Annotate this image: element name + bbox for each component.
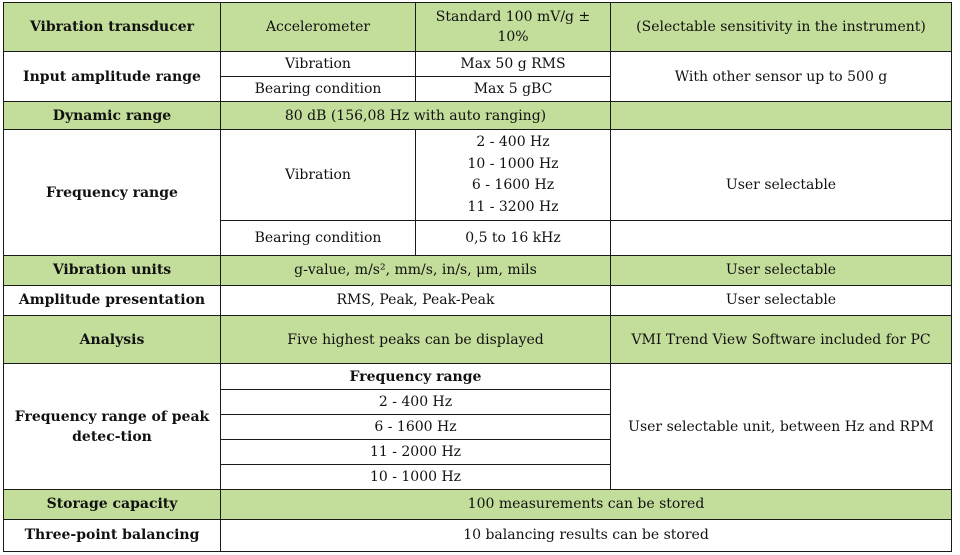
frequency-range-vibration-values xyxy=(416,130,611,221)
input-amplitude-vibration-label: Vibration xyxy=(221,52,416,76)
peak-detection-header: Frequency range xyxy=(221,364,611,390)
frequency-range-value: 11 - 3200 Hz xyxy=(467,198,559,215)
transducer-spec: Standard 100 mV/g ± 10% xyxy=(416,3,611,52)
row-three-point-balancing xyxy=(4,519,952,551)
input-amplitude-bearing-value: Max 5 gBC xyxy=(416,76,611,101)
analysis-label: Analysis xyxy=(4,315,221,363)
dynamic-range-label: Dynamic range xyxy=(4,101,221,129)
input-amplitude-vibration-value: Max 50 g RMS xyxy=(416,52,611,76)
vibration-units-value: g-value, m/s², mm/s, in/s, μm, mils xyxy=(221,256,611,285)
peak-detection-note: User selectable unit, between Hz and RPM xyxy=(611,364,952,490)
balancing-value: 10 balancing results can be stored xyxy=(221,519,952,551)
balancing-label: Three-point balancing xyxy=(4,519,221,551)
peak-detection-value: 11 - 2000 Hz xyxy=(221,439,611,464)
frequency-range-bearing-label: Bearing condition xyxy=(221,220,416,255)
peak-detection-value: 10 - 1000 Hz xyxy=(221,465,611,490)
input-amplitude-note: With other sensor up to 500 g xyxy=(611,52,952,101)
frequency-range-bearing-value: 0,5 to 16 kHz xyxy=(416,220,611,255)
row-peak-detection xyxy=(4,364,952,390)
frequency-range-vibration-label: Vibration xyxy=(221,130,416,221)
row-frequency-range xyxy=(4,130,952,221)
row-vibration-units xyxy=(4,256,952,285)
amplitude-presentation-note: User selectable xyxy=(611,285,952,315)
vibration-units-note: User selectable xyxy=(611,256,952,285)
dynamic-range-value: 80 dB (156,08 Hz with auto ranging) xyxy=(221,101,611,129)
transducer-label: Vibration transducer xyxy=(4,3,221,52)
frequency-range-value: 6 - 1600 Hz xyxy=(471,177,555,194)
row-input-amplitude xyxy=(4,52,952,76)
storage-label: Storage capacity xyxy=(4,490,221,519)
amplitude-presentation-label: Amplitude presentation xyxy=(4,285,221,315)
peak-detection-value: 2 - 400 Hz xyxy=(221,390,611,414)
vibration-units-label: Vibration units xyxy=(4,256,221,285)
row-dynamic-range xyxy=(4,101,952,129)
storage-value: 100 measurements can be stored xyxy=(221,490,952,519)
frequency-range-note: User selectable xyxy=(611,130,952,221)
amplitude-presentation-value: RMS, Peak, Peak-Peak xyxy=(221,285,611,315)
analysis-value: Five highest peaks can be displayed xyxy=(221,315,611,363)
row-analysis xyxy=(4,315,952,363)
transducer-type: Accelerometer xyxy=(221,3,416,52)
specifications-table xyxy=(3,2,952,552)
row-vibration-transducer xyxy=(4,3,952,52)
peak-detection-label: Frequency range of peak detec-tion xyxy=(4,364,221,490)
transducer-note: (Selectable sensitivity in the instrument) xyxy=(611,3,952,52)
peak-detection-value: 6 - 1600 Hz xyxy=(221,414,611,439)
frequency-range-bearing-note xyxy=(611,220,952,255)
input-amplitude-bearing-label: Bearing condition xyxy=(221,76,416,101)
frequency-range-label: Frequency range xyxy=(4,130,221,256)
frequency-range-value: 10 - 1000 Hz xyxy=(467,155,559,172)
dynamic-range-note xyxy=(611,101,952,129)
row-storage-capacity xyxy=(4,490,952,519)
row-amplitude-presentation xyxy=(4,285,952,315)
input-amplitude-label: Input amplitude range xyxy=(4,52,221,101)
analysis-note: VMI Trend View Software included for PC xyxy=(611,315,952,363)
frequency-range-value: 2 - 400 Hz xyxy=(476,134,550,151)
